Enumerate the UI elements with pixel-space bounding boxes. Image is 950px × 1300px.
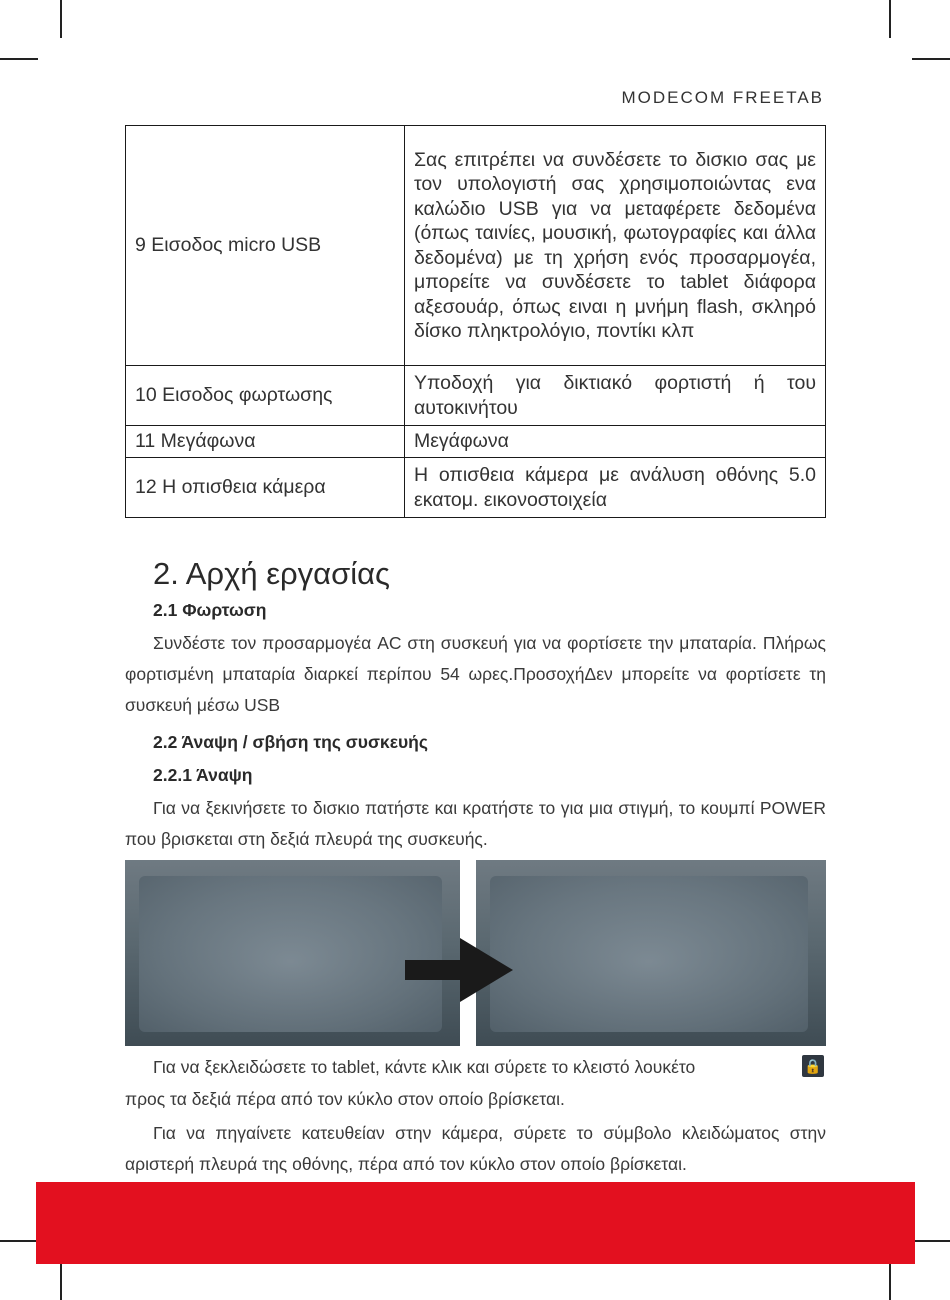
subsection-title: 2.1 Φωρτωση: [153, 600, 267, 620]
paragraph-unlock-cont: προς τα δεξιά πέρα από τον κύκλο στον οποίο βρίσκεται.: [125, 1089, 565, 1109]
crop-mark: [889, 1262, 891, 1300]
paragraph-power-on: [125, 793, 826, 855]
table-row: [126, 126, 826, 366]
crop-mark: [0, 1240, 38, 1242]
table-cell-label: 12 Η οπισθεια κάμερα: [126, 458, 405, 518]
table-row: [126, 426, 826, 458]
section-title: 2. Αρχή εργασίας: [153, 556, 390, 591]
subsection-title: 2.2 Άναψη / σβήση της συσκευής: [153, 732, 428, 752]
crop-mark: [912, 1240, 950, 1242]
spec-table: [125, 125, 826, 518]
paragraph-unlock: [125, 1052, 805, 1083]
arrow-right-icon: [405, 935, 515, 1005]
crop-mark: [0, 58, 38, 60]
page-header: MODECOM FREETAB: [621, 88, 824, 107]
paragraph-text: Για να πηγαίνετε κατευθείαν στην κάμερα, σύρετε το σύμβολο κλειδώματος στην αριστερή πλευρά της οθόνης, πέρα από τον κύκλο στον οποίο βρίσκεται.: [125, 1123, 826, 1174]
table-cell-label: 11 Μεγάφωνα: [126, 426, 405, 458]
crop-mark: [912, 58, 950, 60]
paragraph-charging: [125, 628, 826, 721]
paragraph-text: Για να ξεκλειδώσετε το tablet, κάντε κλικ και σύρετε το κλειστό λουκέτο: [153, 1057, 696, 1077]
subsection-title: 2.2.1 Άναψη: [153, 765, 253, 785]
paragraph-camera: [125, 1118, 826, 1180]
table-cell-desc: Η οπισθεια κάμερα με ανάλυση οθόνης 5.0 εκατομ. εικονοστοιχεία: [405, 458, 826, 518]
crop-mark: [889, 0, 891, 38]
crop-mark: [60, 1262, 62, 1300]
crop-mark: [60, 0, 62, 38]
paragraph-text: Για να ξεκινήσετε το δισκιο πατήστε και κρατήστε το για μια στιγμή, το κουμπί POWER που βρισκεται στη δεξιά πλευρά της συσκευής.: [125, 798, 826, 849]
table-cell-desc: Μεγάφωνα: [405, 426, 826, 458]
lock-icon: 🔒: [802, 1055, 824, 1077]
table-cell-label: 10 Εισοδος φωρτωσης: [126, 366, 405, 426]
footer-bar: [36, 1182, 915, 1264]
table-cell-desc: Υποδοχή για δικτιακό φορτιστή ή του αυτοκινήτου: [405, 366, 826, 426]
paragraph-text: Συνδέστε τον προσαρμογέα AC στη συσκευή για να φορτίσετε την μπαταρία. Πλήρως φορτισμένη μπαταρία διαρκεί περίπου 54 ωρες.ΠροσοχήΔεν μπορείτε να φορτίσετε τη συσκευή μέσω USB: [125, 633, 826, 715]
table-cell-label: 9 Εισοδος micro USB: [126, 126, 405, 366]
table-row: [126, 366, 826, 426]
table-cell-desc: Σας επιτρέπει να συνδέσετε το δισκιο σας με τον υπολογιστή σας χρησιμοποιώντας ενα καλώδιο USB για να μεταφέρετε δεδομένα (όπως ταινίες, μουσική, φωτογραφίες και άλλα δεδομένα) με τη χρήση ενός προσαρμογέα, μπορείτε να συνδέσετε το tablet διάφορα αξεσουάρ, όπως ειναι η μνήμη flash, σκληρό δίσκο πληκτρολόγιο, ποντίκι κλπ: [405, 126, 826, 366]
screenshot-unlocked: [476, 860, 826, 1046]
table-row: [126, 458, 826, 518]
